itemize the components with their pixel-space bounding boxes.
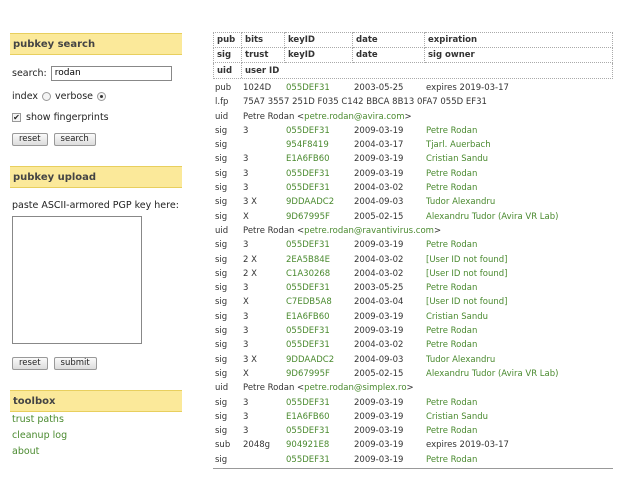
bottom-divider	[213, 468, 613, 469]
search-row	[10, 65, 182, 81]
trust-value: 3	[243, 168, 249, 179]
user-id	[243, 110, 412, 124]
header-cell: trust	[242, 48, 285, 63]
trust-value: 3	[243, 311, 249, 322]
sig-row	[213, 267, 613, 281]
uid-row	[213, 110, 613, 124]
keyid-link[interactable]: 055DEF31	[286, 83, 330, 93]
row-type: sig	[215, 240, 228, 251]
row-type: uid	[215, 225, 229, 236]
row-type: sig	[215, 326, 228, 337]
keyid-link[interactable]: 055DEF31	[286, 454, 330, 465]
row-type: sig	[215, 297, 228, 308]
keyid-link[interactable]: 9DDAADC2	[286, 197, 335, 208]
uid-row	[213, 381, 613, 395]
header-cell: sig owner	[425, 48, 613, 63]
sig-row	[213, 253, 613, 267]
sig-row	[213, 181, 613, 195]
sig-row	[213, 152, 613, 166]
sig-row	[213, 124, 613, 138]
sig-row	[213, 195, 613, 209]
user-name: Petre Rodan <	[243, 383, 305, 394]
row-type: sig	[215, 183, 228, 194]
sig-owner-link[interactable]: Petre Rodan	[426, 397, 478, 408]
date-value: 2009-03-19	[354, 154, 404, 165]
sub-row	[213, 438, 613, 452]
sig-owner-link[interactable]: Tjarl. Auerbach	[426, 140, 491, 151]
row-type: sig	[215, 211, 228, 222]
keyid-link[interactable]: C1A30268	[286, 268, 331, 279]
keyid-link[interactable]: 055DEF31	[286, 340, 330, 351]
date-value: 2004-03-02	[354, 340, 404, 351]
header-cell: keyID	[285, 33, 353, 48]
sig-owner-link[interactable]: [User ID not found]	[426, 297, 508, 308]
keyid-link[interactable]: E1A6FB60	[286, 154, 330, 165]
uid-row	[213, 224, 613, 238]
sig-owner-link[interactable]: Petre Rodan	[426, 283, 478, 294]
sig-row	[213, 310, 613, 324]
header-cell: date	[353, 48, 425, 63]
sig-row	[213, 210, 613, 224]
sig-owner-link[interactable]: Petre Rodan	[426, 125, 478, 136]
pubkey-search-title: pubkey search	[10, 33, 182, 55]
date-value: 2009-03-19	[354, 454, 404, 465]
keyid-link[interactable]: E1A6FB60	[286, 311, 330, 322]
date-value: 2004-09-03	[354, 354, 404, 365]
paste-label: paste ASCII-armored PGP key here:	[12, 200, 179, 211]
sig-row	[213, 338, 613, 352]
pubkey-upload-title: pubkey upload	[10, 166, 182, 188]
date-value: 2009-03-19	[354, 311, 404, 322]
date-value: 2009-03-19	[354, 426, 404, 437]
keyid-link[interactable]: 055DEF31	[286, 125, 330, 136]
row-type: sig	[215, 411, 228, 422]
sig-row	[213, 295, 613, 309]
upload-reset-button[interactable]: reset	[12, 357, 48, 370]
upload-buttons	[10, 356, 182, 370]
verbose-label: verbose	[55, 90, 94, 102]
header-table	[213, 32, 613, 63]
keyid-link[interactable]: 9D67995F	[286, 211, 330, 222]
row-type: uid	[215, 111, 229, 122]
row-type: sig	[215, 354, 228, 365]
sig-row	[213, 424, 613, 438]
sig-owner-link[interactable]: [User ID not found]	[426, 254, 508, 265]
sig-row	[213, 281, 613, 295]
row-type: sig	[215, 397, 228, 408]
sig-owner-link[interactable]: Petre Rodan	[426, 168, 478, 179]
fingerprints-checkbox[interactable]: ✔	[13, 112, 20, 122]
date-value: 2004-03-02	[354, 254, 404, 265]
user-id	[243, 381, 414, 395]
row-type: sig	[215, 426, 228, 437]
header-cell: pub	[214, 33, 242, 48]
expiration-value: expires 2019-03-17	[426, 440, 509, 451]
index-radio[interactable]	[42, 92, 51, 101]
sig-owner-link[interactable]: Tudor Alexandru	[426, 197, 496, 208]
header-cell: sig	[214, 48, 242, 63]
sig-owner-link[interactable]: [User ID not found]	[426, 268, 508, 279]
header-row-sig	[214, 48, 613, 63]
date-value: 2004-09-03	[354, 197, 404, 208]
row-type: l.fp	[215, 97, 229, 108]
sig-row	[213, 396, 613, 410]
date-value: 2005-02-15	[354, 211, 404, 222]
header-row-uid	[213, 63, 613, 79]
trust-value: X	[243, 211, 249, 222]
trust-value: X	[243, 368, 249, 379]
keyid-link[interactable]: 2EA5B84E	[286, 254, 331, 265]
trust-value: 3	[243, 426, 249, 437]
fingerprints-label: show fingerprints	[26, 111, 109, 123]
trust-value: X	[243, 297, 249, 308]
row-type: sig	[215, 254, 228, 265]
row-type: sig	[215, 154, 228, 165]
fingerprints-option	[10, 110, 182, 124]
date-value: 2003-05-25	[354, 283, 404, 294]
search-input[interactable]	[51, 66, 172, 81]
trust-value: 3	[243, 411, 249, 422]
header-cell: bits	[242, 33, 285, 48]
date-value: 2004-03-02	[354, 183, 404, 194]
sig-row	[213, 324, 613, 338]
sig-row	[213, 238, 613, 252]
keyid-link[interactable]: 904921E8	[286, 440, 330, 451]
key-listing	[213, 32, 613, 481]
user-email-link[interactable]: petre.rodan@avira.com	[304, 111, 405, 122]
sig-owner-link[interactable]: Alexandru Tudor (Avira VR Lab)	[426, 368, 559, 379]
sig-owner-link[interactable]: Cristian Sandu	[426, 311, 488, 322]
trust-value: 3 X	[243, 354, 257, 365]
sig-owner-link[interactable]: Petre Rodan	[426, 326, 478, 337]
date-value: 2009-03-19	[354, 125, 404, 136]
row-type: sig	[215, 168, 228, 179]
sig-owner-link[interactable]: Petre Rodan	[426, 426, 478, 437]
date-value: 2009-03-19	[354, 411, 404, 422]
trust-value: 1024D	[243, 83, 272, 93]
keyid-link[interactable]: 9D67995F	[286, 368, 330, 379]
sig-owner-link[interactable]: Cristian Sandu	[426, 411, 488, 422]
sig-row	[213, 353, 613, 367]
header-cell: uid	[214, 63, 242, 78]
trust-value: 3	[243, 397, 249, 408]
user-id-close: >	[404, 111, 412, 122]
header-cell: user ID	[245, 66, 280, 76]
row-type: sig	[215, 340, 228, 351]
trust-value: 3 X	[243, 197, 257, 208]
keyid-link[interactable]: 055DEF31	[286, 426, 330, 437]
sig-row	[213, 367, 613, 381]
trust-value: 3	[243, 154, 249, 165]
expiration-value: expires 2019-03-17	[426, 83, 509, 93]
row-type: uid	[215, 383, 229, 394]
trust-value: 2 X	[243, 268, 257, 279]
sig-owner-link[interactable]: Cristian Sandu	[426, 154, 488, 165]
date-value: 2004-03-02	[354, 268, 404, 279]
date-value: 2009-03-19	[354, 168, 404, 179]
keyid-link[interactable]: 055DEF31	[286, 168, 330, 179]
row-type: pub	[215, 83, 232, 93]
keyid-link[interactable]: 055DEF31	[286, 183, 330, 194]
row-type: sig	[215, 268, 228, 279]
about-link[interactable]: about	[12, 446, 40, 457]
keyid-link[interactable]: 055DEF31	[286, 283, 330, 294]
date-value: 2004-03-17	[354, 140, 404, 151]
user-id-close: >	[433, 225, 442, 236]
user-id-close: >	[406, 383, 414, 394]
reset-button[interactable]: reset	[12, 133, 48, 146]
sig-owner-link[interactable]: Petre Rodan	[426, 454, 478, 465]
cleanup-log-link[interactable]: cleanup log	[12, 430, 68, 441]
sig-owner-link[interactable]: Petre Rodan	[426, 183, 478, 194]
trust-value: 2 X	[243, 254, 257, 265]
sig-owner-link[interactable]: Alexandru Tudor (Avira VR Lab)	[426, 211, 559, 222]
verbose-radio[interactable]	[97, 92, 106, 101]
sig-row	[213, 453, 613, 467]
toolbox-title: toolbox	[10, 390, 182, 412]
user-name: Petre Rodan <	[243, 111, 305, 122]
sig-row	[213, 138, 613, 152]
sig-owner-link[interactable]: Petre Rodan	[426, 340, 478, 351]
header-cell: expiration	[425, 33, 613, 48]
index-label: index	[12, 90, 38, 102]
keyid-link[interactable]: 9DDAADC2	[286, 354, 335, 365]
header-cell: keyID	[285, 48, 353, 63]
user-email-link[interactable]: petre.rodan@ravantivirus.com	[304, 225, 434, 236]
trust-paths-link[interactable]: trust paths	[12, 414, 64, 425]
row-type: sig	[215, 125, 228, 136]
index-options	[10, 89, 182, 103]
trust-value: 3	[243, 340, 249, 351]
trust-value: 3	[243, 283, 249, 294]
keyid-link[interactable]: 055DEF31	[286, 397, 330, 408]
date-value: 2009-03-19	[354, 440, 404, 451]
sig-row	[213, 167, 613, 181]
row-type: sig	[215, 311, 228, 322]
user-id	[243, 224, 441, 238]
row-type: sig	[215, 197, 228, 208]
header-row-pub	[214, 33, 613, 48]
row-type: sig	[215, 368, 228, 379]
sig-owner-link[interactable]: Tudor Alexandru	[426, 354, 496, 365]
trust-value: 3	[243, 125, 249, 136]
row-type: sub	[215, 440, 231, 451]
keyid-link[interactable]: C7EDB5A8	[286, 297, 332, 308]
submit-button[interactable]: submit	[54, 357, 97, 370]
date-value: 2003-05-25	[354, 83, 404, 93]
trust-value: 3	[243, 240, 249, 251]
user-name: Petre Rodan <	[243, 225, 305, 236]
keyid-link[interactable]: 055DEF31	[286, 326, 330, 337]
row-type: sig	[215, 140, 228, 151]
row-type: sig	[215, 283, 228, 294]
row-type: sig	[215, 454, 228, 465]
sig-row	[213, 410, 613, 424]
search-label: search:	[12, 67, 47, 79]
keyid-link[interactable]: E1A6FB60	[286, 411, 330, 422]
trust-value: 3	[243, 326, 249, 337]
search-buttons	[10, 132, 182, 146]
date-value: 2005-02-15	[354, 368, 404, 379]
trust-value: 3	[243, 183, 249, 194]
header-cell: date	[353, 33, 425, 48]
keyid-link[interactable]: 055DEF31	[286, 240, 330, 251]
search-button[interactable]: search	[54, 133, 96, 146]
fingerprint-value: 75A7 3557 251D F035 C142 BBCA 8B13 0FA7 055D EF31	[243, 97, 487, 108]
l.fp-row	[213, 95, 613, 109]
date-value: 2009-03-19	[354, 397, 404, 408]
key-rows	[213, 81, 613, 481]
date-value: 2009-03-19	[354, 326, 404, 337]
user-email-link[interactable]: petre.rodan@simplex.ro	[304, 383, 407, 394]
pub-row	[213, 81, 613, 95]
trust-value: 2048g	[243, 440, 271, 451]
keyid-link[interactable]: 954F8419	[286, 140, 329, 151]
date-value: 2009-03-19	[354, 240, 404, 251]
date-value: 2004-03-04	[354, 297, 404, 308]
sig-owner-link[interactable]: Petre Rodan	[426, 240, 478, 251]
sidebar	[10, 33, 182, 460]
key-textarea[interactable]	[12, 216, 142, 344]
